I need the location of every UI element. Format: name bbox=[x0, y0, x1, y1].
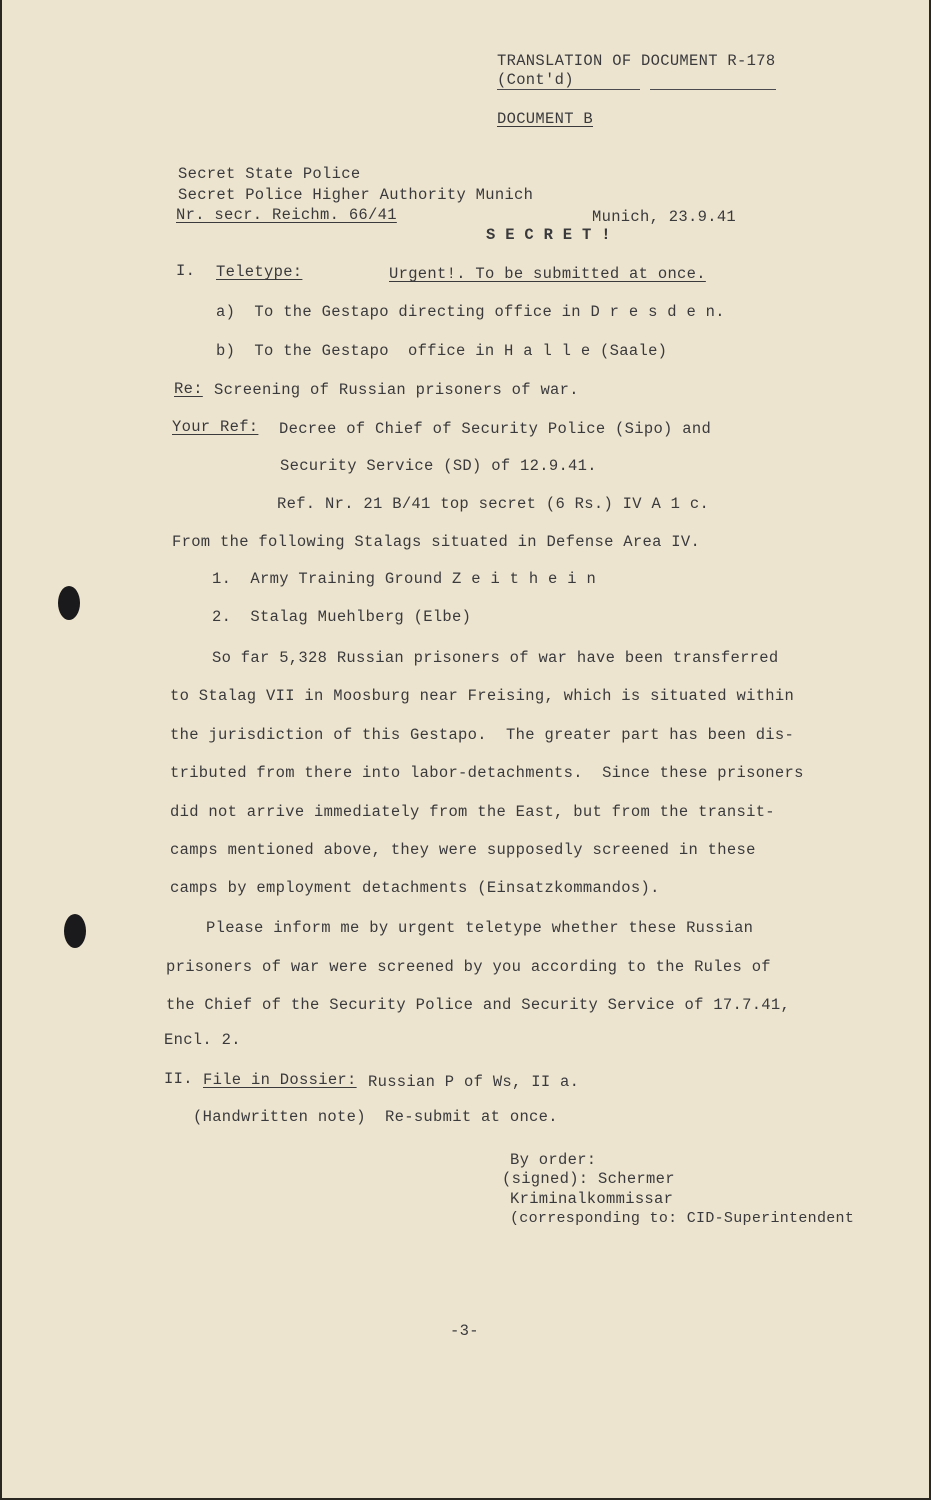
by-order: By order: bbox=[510, 1151, 597, 1169]
body-line: the Chief of the Security Police and Security Service of 17.7.41, bbox=[166, 996, 791, 1014]
body-line: to Stalag VII in Moosburg near Freising, which is situated within bbox=[170, 687, 795, 705]
body-line: So far 5,328 Russian prisoners of war have been transferred bbox=[212, 649, 779, 667]
your-ref-line-1: Decree of Chief of Security Police (Sipo) and bbox=[279, 420, 712, 438]
body-line: camps by employment detachments (Einsatzkommandos). bbox=[170, 879, 660, 897]
header-underline bbox=[650, 89, 776, 90]
teletype-label: Teletype: bbox=[216, 263, 303, 281]
handwritten-note: (Handwritten note) Re-submit at once. bbox=[193, 1108, 558, 1126]
your-ref-label: Your Ref: bbox=[172, 418, 259, 436]
sender-line-1: Secret State Police bbox=[178, 165, 361, 183]
section-two-numeral: II. bbox=[164, 1070, 193, 1088]
urgency-note: Urgent!. To be submitted at once. bbox=[389, 265, 706, 283]
signer-title: Kriminalkommissar bbox=[510, 1190, 674, 1208]
translation-title: TRANSLATION OF DOCUMENT R-178 bbox=[497, 52, 776, 70]
section-one-numeral: I. bbox=[176, 262, 196, 280]
document-label: DOCUMENT B bbox=[497, 110, 594, 128]
secret-stamp: S E C R E T ! bbox=[486, 226, 611, 244]
contd-underline bbox=[497, 89, 640, 90]
re-text: Screening of Russian prisoners of war. bbox=[214, 381, 579, 399]
document-page bbox=[2, 0, 929, 1498]
body-line: Please inform me by urgent teletype whether these Russian bbox=[206, 919, 754, 937]
stalags-intro: From the following Stalags situated in Defense Area IV. bbox=[172, 533, 701, 551]
body-line: the jurisdiction of this Gestapo. The greater part has been dis- bbox=[170, 726, 795, 744]
body-line: tributed from there into labor-detachments. Since these prisoners bbox=[170, 764, 804, 782]
re-label: Re: bbox=[174, 380, 203, 398]
file-in-dossier-text: Russian P of Ws, II a. bbox=[368, 1073, 580, 1091]
stalag-item-1: 1. Army Training Ground Z e i t h e i n bbox=[212, 570, 597, 588]
file-in-dossier-label: File in Dossier: bbox=[203, 1071, 357, 1089]
body-line: prisoners of war were screened by you according to the Rules of bbox=[166, 958, 771, 976]
punch-hole-upper bbox=[58, 586, 80, 620]
reference-number: Nr. secr. Reichm. 66/41 bbox=[176, 206, 397, 224]
page-number: -3- bbox=[450, 1322, 479, 1340]
contd-label: (Cont'd) bbox=[497, 71, 574, 89]
place-date: Munich, 23.9.41 bbox=[592, 208, 737, 226]
body-line: Encl. 2. bbox=[164, 1031, 241, 1049]
body-line: did not arrive immediately from the East, but from the transit- bbox=[170, 803, 775, 821]
signed-name: (signed): Schermer bbox=[502, 1170, 675, 1188]
your-ref-line-3: Ref. Nr. 21 B/41 top secret (6 Rs.) IV A 1 c. bbox=[277, 495, 710, 513]
punch-hole-lower bbox=[64, 914, 86, 948]
addressee-a: a) To the Gestapo directing office in D r e s d e n. bbox=[216, 303, 725, 321]
body-line: camps mentioned above, they were supposedly screened in these bbox=[170, 841, 756, 859]
stalag-item-2: 2. Stalag Muehlberg (Elbe) bbox=[212, 608, 472, 626]
sender-line-2: Secret Police Higher Authority Munich bbox=[178, 186, 534, 204]
addressee-b: b) To the Gestapo office in H a l l e (Saale) bbox=[216, 342, 668, 360]
signer-equivalent: (corresponding to: CID-Superintendent bbox=[510, 1210, 855, 1227]
your-ref-line-2: Security Service (SD) of 12.9.41. bbox=[280, 457, 597, 475]
